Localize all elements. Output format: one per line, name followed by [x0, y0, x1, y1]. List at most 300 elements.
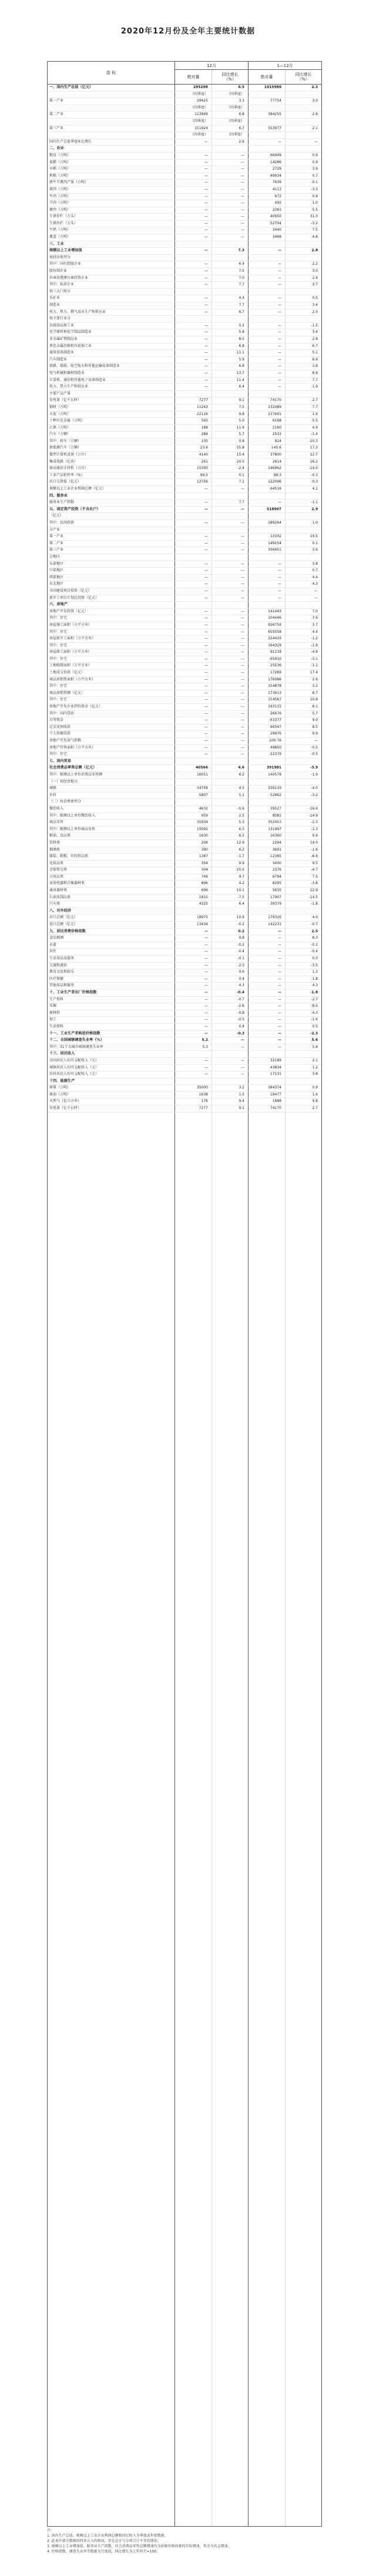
- month-growth: —: [241, 595, 244, 600]
- row-indicator: 生猪出栏（万头）: [49, 221, 78, 225]
- month-value: 15092: [196, 827, 208, 831]
- ytd-growth: -4.3: [311, 1010, 318, 1015]
- ytd-value: —: [278, 262, 281, 267]
- table-row: [48, 160, 321, 167]
- row-indicator: 饮料类: [49, 840, 61, 845]
- month-growth: 6.5: [238, 85, 244, 89]
- ytd-growth: -3.3: [311, 187, 318, 191]
- table-row: [48, 636, 321, 643]
- month-growth: —: [241, 568, 244, 573]
- ytd-value: 100.76: [269, 739, 281, 743]
- month-value: 113949: [194, 112, 208, 117]
- row-indicator: 猪牛羊禽肉产量（万吨）: [49, 180, 89, 185]
- ytd-growth: 4.3: [312, 983, 318, 988]
- month-growth: —: [241, 663, 244, 668]
- table-row: [48, 241, 321, 248]
- table-row: [48, 180, 321, 187]
- ytd-value: 154567: [268, 697, 281, 702]
- ytd-value: 14286: [270, 160, 281, 164]
- row-indicator: 化妆品类: [49, 861, 64, 865]
- table-row: [48, 173, 321, 180]
- header-month-pct: 同比增长 （%）: [212, 70, 249, 84]
- header-ytd-group: 1—12月: [249, 62, 321, 70]
- month-value: —: [204, 194, 208, 198]
- month-growth: —: [241, 173, 244, 178]
- row-indicator: 夏粮（万吨）: [49, 160, 71, 164]
- table-row: [48, 1078, 321, 1085]
- ytd-growth: 4.0: [312, 915, 318, 920]
- month-growth: —: [241, 622, 244, 627]
- ytd-value: 8581: [272, 813, 281, 818]
- ytd-value: 179326: [268, 915, 281, 920]
- table-row: [48, 377, 321, 385]
- month-growth: —: [241, 541, 244, 545]
- month-value: —: [204, 303, 208, 307]
- month-value: —: [204, 997, 208, 1002]
- ytd-growth: 31.0: [310, 214, 318, 219]
- ytd-growth: -0.3: [311, 480, 318, 484]
- ytd-value: —: [278, 1031, 281, 1036]
- ytd-growth: -1.9: [311, 643, 318, 648]
- table-row: [48, 785, 321, 793]
- ytd-value: 64516: [270, 487, 281, 491]
- table-row: [48, 942, 321, 949]
- ytd-value: 74170: [270, 1106, 281, 1111]
- month-value: —: [204, 180, 208, 185]
- table-row: [48, 1098, 321, 1105]
- ytd-growth: -3.2: [311, 221, 318, 225]
- row-indicator: 一、国内生产总值（亿元）: [49, 85, 93, 89]
- month-growth: —: [241, 629, 244, 634]
- row-indicator: 乙烯（万吨）: [49, 425, 71, 430]
- ytd-value: 3440: [272, 228, 281, 232]
- row-indicator: 农村居民人均可支配收入（元）: [49, 1072, 99, 1077]
- row-indicator: 土地购置面积（万平方米）: [49, 663, 92, 668]
- row-indicator: 全国居民人均可支配收入（元）: [49, 1058, 99, 1063]
- ytd-growth: 1.0: [312, 521, 318, 525]
- row-indicator: 家用电器和音像器材类: [49, 881, 85, 886]
- ytd-growth: 0.0: [312, 956, 318, 960]
- ytd-growth: 1.6: [312, 1092, 318, 1097]
- ytd-value: 5635: [272, 888, 281, 893]
- row-indicator: 羊肉（万吨）: [49, 201, 71, 205]
- month-growth: 7.5: [239, 269, 244, 274]
- table-row: [48, 1037, 321, 1044]
- ytd-value: 146962: [268, 466, 281, 471]
- table-row: [48, 126, 321, 133]
- ytd-growth: -1.4: [311, 432, 318, 437]
- ytd-growth: 1.8: [312, 976, 318, 981]
- month-growth: （四季度）: [226, 133, 244, 137]
- table-row: [48, 412, 321, 419]
- month-growth: 3.1: [239, 99, 244, 103]
- ytd-value: 289264: [268, 521, 281, 525]
- ytd-growth: 2.9: [311, 507, 318, 511]
- month-value: —: [204, 739, 208, 743]
- table-row: [48, 234, 321, 241]
- month-value: —: [204, 500, 208, 505]
- row-indicator: 通讯器材类: [49, 888, 68, 893]
- row-indicator: 商品零售: [49, 820, 64, 825]
- month-growth: —: [241, 745, 244, 750]
- month-growth: 9.4: [239, 1099, 244, 1104]
- row-indicator: 八、对外经济: [49, 908, 72, 913]
- month-value: —: [204, 1058, 208, 1063]
- ytd-growth: 2.6: [312, 677, 318, 682]
- month-growth: —: [241, 718, 244, 723]
- month-value: （四季度）: [190, 92, 208, 96]
- table-row: [48, 384, 321, 391]
- ytd-value: 655558: [268, 629, 281, 634]
- table-row: [48, 949, 321, 956]
- month-value: 176: [201, 1099, 208, 1104]
- ytd-growth: 8.5: [312, 724, 318, 729]
- ytd-growth: 12.7: [310, 453, 318, 457]
- ytd-growth: 8.3: [312, 936, 318, 940]
- ytd-value: —: [278, 976, 281, 981]
- ytd-growth: 3.4: [312, 303, 318, 307]
- ytd-growth: 9.8: [312, 1099, 318, 1104]
- ytd-growth: 14.0: [310, 840, 318, 845]
- ytd-value: 63377: [270, 718, 281, 723]
- month-growth: —: [241, 487, 244, 491]
- month-growth: -0.2: [237, 942, 244, 947]
- month-value: —: [204, 323, 208, 328]
- table-row: [48, 289, 321, 296]
- table-row: [48, 779, 321, 786]
- ytd-value: 98.3: [273, 473, 281, 477]
- month-value: —: [204, 970, 208, 975]
- month-value: —: [204, 201, 208, 205]
- row-indicator: 禽蛋（万吨）: [49, 235, 71, 240]
- ytd-growth: 3.6: [312, 548, 318, 552]
- month-growth: 7.3: [238, 248, 244, 253]
- table-row: [48, 568, 321, 575]
- row-indicator: 土地成交价款（亿元）: [49, 670, 85, 675]
- month-growth: -0.5: [237, 1017, 244, 1022]
- ytd-value: 384255: [268, 112, 281, 117]
- ytd-value: 2614: [272, 459, 281, 464]
- month-growth: —: [241, 194, 244, 198]
- month-growth: 13.7: [236, 370, 244, 375]
- table-row: [48, 153, 321, 160]
- table-row: [48, 833, 321, 840]
- month-value: 896: [201, 881, 208, 886]
- ytd-growth: -2.3: [311, 820, 318, 825]
- month-growth: 9.8: [239, 412, 244, 416]
- month-growth: —: [241, 1044, 244, 1049]
- table-row: [48, 486, 321, 493]
- month-value: —: [204, 541, 208, 545]
- table-row: [48, 929, 321, 936]
- row-indicator: 第二产业: [49, 112, 64, 117]
- month-value: —: [204, 636, 208, 641]
- month-growth: 12.9: [236, 840, 244, 845]
- month-value: 7277: [199, 1106, 208, 1111]
- month-value: —: [204, 677, 208, 682]
- table-row: [48, 1051, 321, 1058]
- ytd-growth: -3.1: [311, 656, 318, 661]
- month-value: —: [204, 582, 208, 586]
- ytd-growth: 0.7: [312, 568, 318, 573]
- ytd-growth: 5.7: [312, 711, 318, 716]
- month-growth: 4.2: [239, 881, 244, 886]
- month-growth: —: [241, 167, 244, 171]
- ytd-growth: 9.5: [312, 861, 318, 865]
- row-indicator: 集成电路（亿块）: [49, 459, 78, 464]
- month-growth: —: [241, 507, 244, 511]
- month-growth: 8.5: [239, 336, 244, 341]
- month-value: 390: [201, 847, 208, 852]
- table-row: [48, 969, 321, 976]
- table-row: [48, 731, 321, 738]
- table-row: [48, 895, 321, 902]
- month-growth: （四季度）: [226, 92, 244, 96]
- month-growth: 6.4: [239, 262, 244, 267]
- month-growth: —: [241, 636, 244, 641]
- ytd-growth: 0.5: [312, 1024, 318, 1029]
- month-value: 1630: [199, 834, 208, 838]
- ytd-growth: 2.5: [311, 929, 318, 933]
- page-title: 2020年12月份及全年主要统计数据: [120, 27, 256, 36]
- row-indicator: 工业产品销售率（%）: [49, 473, 85, 477]
- month-value: —: [204, 275, 208, 280]
- row-indicator: 个人按揭贷款: [49, 731, 71, 736]
- month-value: —: [204, 711, 208, 716]
- ytd-growth: -0.5: [311, 745, 318, 750]
- row-indicator: 第二产业: [49, 541, 64, 545]
- ytd-growth: 0.9: [312, 1085, 318, 1090]
- row-indicator: 自筹资金: [49, 718, 64, 723]
- table-row: [48, 956, 321, 963]
- month-value: —: [204, 1010, 208, 1015]
- table-row: [48, 105, 321, 112]
- month-growth: 5.3: [239, 820, 244, 825]
- month-growth: —: [241, 609, 244, 613]
- month-value: —: [204, 228, 208, 232]
- month-growth: 20.5: [236, 459, 244, 464]
- month-value: —: [204, 575, 208, 579]
- month-growth: 3.2: [239, 1085, 244, 1090]
- row-indicator: 粮油、食品类: [49, 834, 71, 838]
- row-indicator: 十三、居民收入: [49, 1051, 75, 1056]
- table-row: [48, 527, 321, 534]
- row-indicator: 移动通信手持机（万台）: [49, 466, 89, 471]
- row-indicator: 进口总额（亿元）: [49, 922, 78, 927]
- table-row: [48, 1105, 321, 1112]
- ytd-value: 17907: [270, 895, 281, 899]
- ytd-growth: -2.3: [310, 1031, 318, 1036]
- month-value: —: [204, 350, 208, 355]
- ytd-growth: -14.0: [308, 466, 318, 471]
- table-row: [48, 404, 321, 412]
- ytd-growth: 2.7: [312, 1106, 318, 1111]
- month-value: —: [204, 752, 208, 757]
- month-value: —: [204, 330, 208, 335]
- row-indicator: 分产业: [49, 527, 61, 532]
- month-growth: 9.7: [239, 874, 244, 879]
- month-value: —: [204, 697, 208, 702]
- month-growth: 11.1: [236, 350, 244, 355]
- ytd-growth: 9.0: [312, 718, 318, 723]
- ytd-growth: —: [314, 588, 318, 593]
- ytd-value: 43834: [270, 1065, 281, 1070]
- month-growth: —: [241, 153, 244, 157]
- ytd-growth: -1.6: [311, 847, 318, 852]
- ytd-value: —: [278, 350, 281, 355]
- ytd-value: —: [278, 282, 281, 287]
- month-growth: —: [241, 521, 244, 525]
- ytd-growth: -3.8: [311, 881, 318, 886]
- ytd-growth: 0.8: [312, 194, 318, 198]
- month-growth: —: [241, 724, 244, 729]
- row-indicator: 其中：住宅: [49, 643, 68, 648]
- row-indicator: 衣着: [49, 942, 57, 947]
- month-growth: 7.7: [239, 500, 244, 505]
- ytd-value: 49850: [270, 745, 281, 750]
- month-growth: —: [241, 187, 244, 191]
- table-row: [48, 112, 321, 119]
- statistics-table: [47, 61, 322, 2527]
- row-indicator: 原煤（万吨）: [49, 1085, 71, 1090]
- ytd-value: 149154: [268, 541, 281, 545]
- ytd-value: —: [278, 370, 281, 375]
- month-value: 151924: [194, 126, 208, 130]
- ytd-growth: 2.7: [312, 398, 318, 403]
- row-indicator: 服务业生产指数: [49, 500, 75, 505]
- month-value: 4632: [199, 806, 208, 811]
- month-growth: —: [241, 235, 244, 240]
- table-row: [48, 983, 321, 990]
- month-value: 22126: [196, 412, 208, 416]
- ytd-value: —: [278, 1017, 281, 1022]
- month-growth: 11.4: [236, 377, 244, 382]
- row-indicator: 其中：限额以上单位消费品零售额: [49, 772, 103, 777]
- table-row: [48, 1024, 321, 1031]
- row-indicator: 出口总额（亿元）: [49, 915, 78, 920]
- table-row: [48, 758, 321, 766]
- ytd-value: 8295: [272, 881, 281, 886]
- ytd-growth: -1.8: [310, 990, 318, 994]
- table-row: [48, 1071, 321, 1078]
- month-growth: 7.1: [239, 480, 244, 484]
- month-value: —: [204, 731, 208, 736]
- ytd-growth: 3.8: [312, 1072, 318, 1077]
- month-growth: —: [241, 221, 244, 225]
- table-row: [48, 227, 321, 234]
- ytd-value: 29976: [270, 731, 281, 736]
- table-row: [48, 861, 321, 868]
- month-value: —: [204, 1072, 208, 1077]
- table-row: [48, 425, 321, 432]
- ytd-value: —: [278, 963, 281, 967]
- month-value: —: [204, 650, 208, 655]
- row-indicator: 电力、热力生产和供应业: [49, 385, 89, 389]
- ytd-growth: 3.0: [312, 269, 318, 274]
- table-row: [48, 847, 321, 854]
- row-indicator: 其中：私营企业: [49, 282, 75, 287]
- row-indicator: 其中：轿车（万辆）: [49, 439, 82, 443]
- ytd-value: —: [278, 568, 281, 573]
- row-indicator: 其中：住宅: [49, 684, 68, 689]
- month-growth: —: [241, 731, 244, 736]
- ytd-growth: 8.7: [312, 690, 318, 695]
- table-row: [48, 459, 321, 466]
- month-growth: 0.2: [238, 929, 244, 933]
- table-row: [48, 704, 321, 711]
- table-row: [48, 139, 321, 146]
- month-value: —: [204, 745, 208, 750]
- month-growth: —: [241, 670, 244, 675]
- month-value: —: [204, 1065, 208, 1070]
- row-indicator: 定金及预收款: [49, 724, 71, 729]
- month-growth: —: [241, 214, 244, 219]
- month-value: —: [204, 656, 208, 661]
- ytd-growth: 1.2: [312, 1065, 318, 1070]
- ytd-value: —: [278, 500, 281, 505]
- month-value: —: [204, 173, 208, 178]
- month-value: 565: [201, 419, 208, 423]
- row-indicator: 五、固定资产投资（不含农户）: [49, 507, 100, 511]
- month-value: （四季度）: [190, 119, 208, 123]
- month-growth: —: [241, 690, 244, 695]
- ytd-growth: 4.4: [312, 629, 318, 634]
- month-growth: -1.7: [237, 854, 244, 859]
- ytd-growth: -0.7: [311, 922, 318, 927]
- ytd-growth: 2.0: [312, 309, 318, 314]
- table-row: [48, 357, 321, 364]
- ytd-value: 1015986: [264, 85, 281, 89]
- row-indicator: 国内生产总值季度环比增长: [49, 139, 92, 144]
- month-growth: 2.6: [239, 139, 244, 144]
- month-value: —: [204, 269, 208, 274]
- ytd-growth: 0.9: [312, 153, 318, 157]
- row-indicator: 房地产开发景气指数: [49, 739, 82, 743]
- header-month-abs: 绝对量: [175, 70, 212, 84]
- ytd-growth: 5.5: [312, 419, 318, 423]
- table-row: [48, 275, 321, 282]
- ytd-growth: 8.9: [312, 370, 318, 375]
- ytd-growth: 5.5: [312, 207, 318, 212]
- ytd-growth: 2.8: [311, 248, 318, 253]
- row-indicator: 东部地区: [49, 561, 64, 566]
- table-row: [48, 595, 321, 602]
- month-value: —: [204, 343, 208, 348]
- row-indicator: 房地产开发企业到位资金（亿元）: [49, 704, 103, 709]
- row-indicator: （二）按消费类型分: [49, 800, 82, 804]
- month-value: —: [204, 1024, 208, 1029]
- month-value: —: [204, 983, 208, 988]
- table-row: [48, 901, 321, 908]
- ytd-value: —: [278, 385, 281, 389]
- month-growth: —: [241, 207, 244, 212]
- month-growth: -2.3: [237, 963, 244, 967]
- row-indicator: 粮食（万吨）: [49, 153, 71, 157]
- row-indicator: 其他用品和服务: [49, 983, 75, 988]
- month-growth: —: [241, 1038, 244, 1043]
- ytd-value: —: [278, 330, 281, 335]
- row-indicator: 交通和通信: [49, 963, 68, 967]
- ytd-growth: 1.0: [312, 201, 318, 205]
- table-row: [48, 268, 321, 275]
- month-growth: -0.8: [237, 1010, 244, 1015]
- table-row: [48, 554, 321, 561]
- month-growth: -0.4: [237, 949, 244, 954]
- month-value: 35934: [196, 820, 208, 825]
- ytd-value: 65910: [270, 656, 281, 661]
- ytd-value: 2729: [272, 167, 281, 171]
- month-growth: （四季度）: [226, 105, 244, 110]
